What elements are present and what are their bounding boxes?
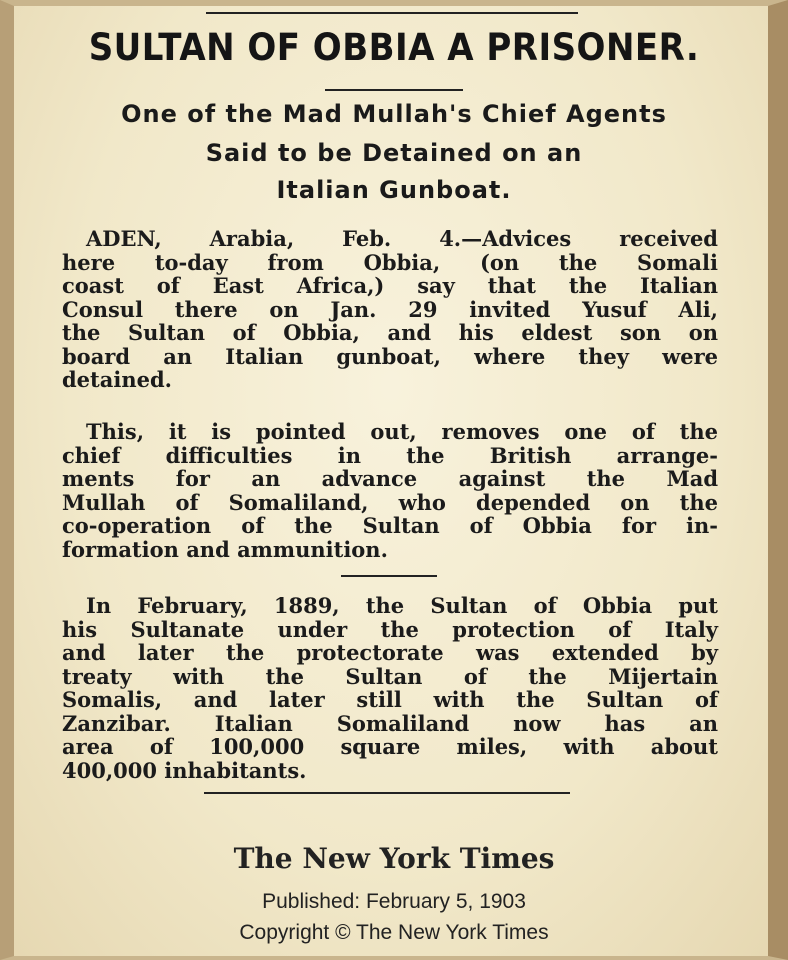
paragraph-2 — [62, 420, 718, 561]
subhead-line-2: Said to be Detained on an — [205, 139, 583, 167]
paragraph-3-line: Somalis, and later still with the Sultan of — [62, 687, 718, 712]
headline-rule — [325, 89, 463, 91]
paragraph-1-line: here to-day from Obbia, (on the Somali — [62, 249, 718, 275]
masthead-logo: The New York Times — [233, 842, 555, 875]
paragraph-2-line: chief difficulties in the British arrange- — [62, 442, 718, 468]
paragraph-3-line: area of 100,000 square miles, with about — [62, 734, 718, 759]
top-rule — [206, 12, 578, 14]
paragraph-1-line: coast of East Africa,) say that the Italian — [62, 273, 718, 298]
paragraph-3-line: his Sultanate under the protection of Italy — [62, 616, 718, 642]
paragraph-1-line: Consul there on Jan. 29 invited Yusuf Ali, — [62, 296, 718, 322]
paragraph-2-line: Mullah of Somaliland, who depended on the — [62, 489, 718, 515]
paragraph-1-line: ADEN, Arabia, Feb. 4.—Advices received — [86, 226, 718, 251]
copyright-notice: Copyright © The New York Times — [239, 921, 549, 944]
paragraph-3 — [62, 594, 718, 782]
paragraph-1-line: detained. — [62, 367, 172, 392]
published-date: Published: February 5, 1903 — [262, 890, 526, 913]
paragraph-1-line: the Sultan of Obbia, and his eldest son on — [62, 320, 718, 345]
section-rule — [341, 575, 437, 577]
paragraph-3-line: In February, 1889, the Sultan of Obbia put — [86, 593, 718, 618]
paragraph-3-line: Zanzibar. Italian Somaliland now has an — [62, 710, 718, 736]
subhead-line-1: One of the Mad Mullah's Chief Agents — [121, 100, 667, 128]
paragraph-3-line: treaty with the Sultan of the Mijertain — [62, 663, 718, 689]
subhead-line-3: Italian Gunboat. — [276, 176, 512, 204]
paragraph-3-line: 400,000 inhabitants. — [62, 757, 307, 783]
paragraph-3-line: and later the protectorate was extended by — [62, 640, 718, 665]
paragraph-2-line: formation and ammunition. — [62, 536, 388, 562]
bottom-rule — [204, 792, 570, 794]
paragraph-2-line: This, it is pointed out, removes one of the — [86, 419, 718, 444]
paragraph-2-line: ments for an advance against the Mad — [62, 466, 718, 491]
paragraph-1-line: board an Italian gunboat, where they were — [62, 343, 718, 369]
headline: SULTAN OF OBBIA A PRISONER. — [88, 26, 700, 69]
paragraph-1 — [62, 227, 718, 392]
paragraph-2-line: co-operation of the Sultan of Obbia for in- — [62, 513, 718, 538]
